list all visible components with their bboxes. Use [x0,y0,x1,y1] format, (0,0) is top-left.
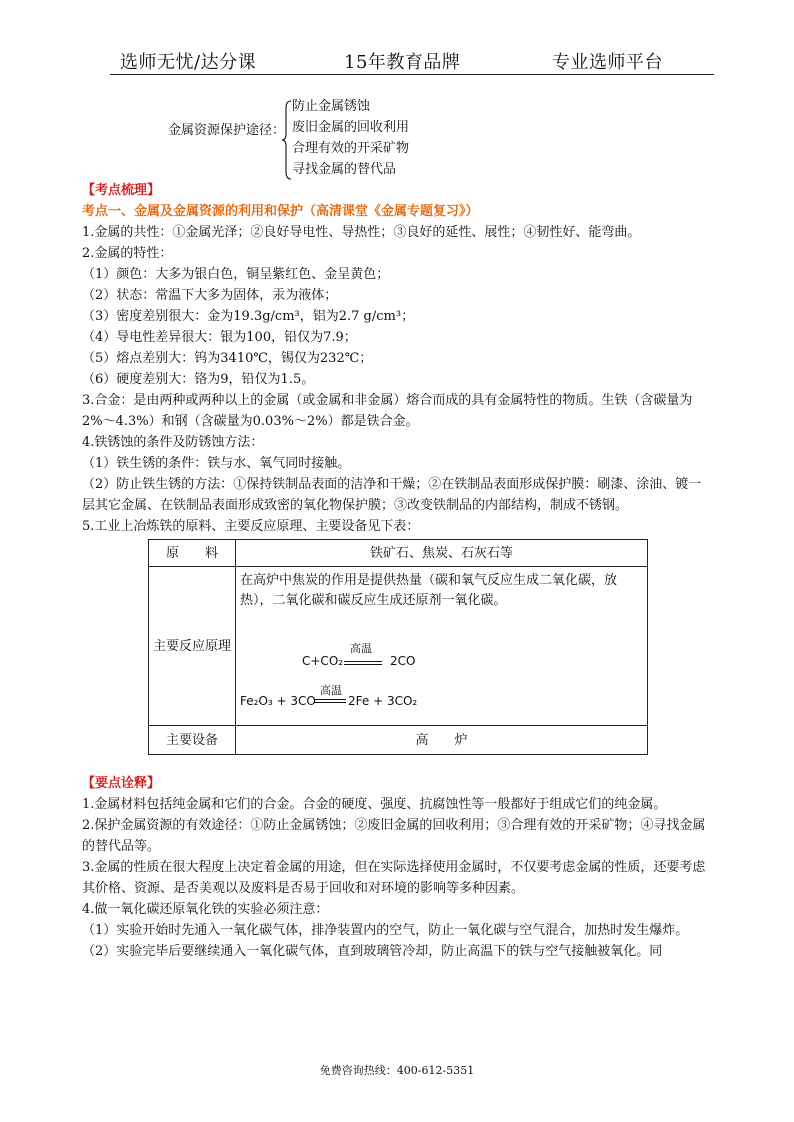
list-item: （2）状态：常温下大多为固体，汞为液体； [82,288,338,303]
topic-title: 考点一、金属及金属资源的利用和保护（高清课堂《金属专题复习》） [82,204,479,219]
note-item: 1.金属材料包括纯金属和它们的合金。合金的硬度、强度、抗腐蚀性等一般都好于组成它们的纯金属。 [82,797,667,812]
note-item: （2）实验完毕后要继续通入一氧化碳气体，直到玻璃管冷却，防止高温下的铁与空气接触被氧化。同 [82,944,663,959]
note-item: 3.金属的性质在很大程度上决定着金属的用途，但在实际选择使用金属时，不仅要考虑金属的性质，还要考虑其价格、资源、是否美观以及废料是否易于回收和对环境的影响等多种因素。 [82,860,706,896]
table-cell-label: 原 料 [149,540,236,567]
list-item: （5）熔点差别大：钨为3410℃，锡仅为232℃； [82,351,373,366]
equation-rhs: 2Fe + 3CO₂ [348,694,418,708]
paragraph: 1.金属的共性：①金属光泽；②良好导电性、导热性；③良好的延性、展性；④韧性好、能弯曲。 [82,225,641,240]
brace-icon [282,100,292,180]
note-item: （1）实验开始时先通入一氧化碳气体，排净装置内的空气，防止一氧化碳与空气混合，加热时发生爆炸。 [82,923,689,938]
list-item: （6）硬度差别大：铬为9，铅仅为1.5。 [82,372,315,387]
header-right: 专业选师平台 [552,52,663,73]
list-item: （4）导电性差异很大：银为100，铅仅为7.9； [82,330,357,345]
list-item: （3）密度差别很大：金为19.3g/cm³，铝为2.7 g/cm³； [82,309,415,324]
page-header [110,48,714,76]
table-row [149,726,648,755]
reaction-text: 在高炉中焦炭的作用是提供热量（碳和氧气反应生成二氧化碳，放热），二氧化碳和碳反应生成还原剂一氧化碳。 [240,573,618,608]
header-center: 15年教育品牌 [344,52,461,73]
equation-rhs: 2CO [390,654,416,668]
protection-item: 防止金属锈蚀 [292,99,371,114]
note-item: 2.保护金属资源的有效途径：①防止金属锈蚀；②废旧金属的回收利用；③合理有效的开采矿物；④寻找金属的替代品等。 [82,818,706,854]
equation-lhs: C+CO₂ [302,654,344,668]
list-item: （1）颜色：大多为银白色，铜呈紫红色、金呈黄色； [82,267,390,282]
notes-heading: 【要点诠释】 [82,776,161,791]
table-cell-label: 主要反应原理 [149,567,236,726]
table-row [149,540,648,567]
table-cell-value: 高 炉 [236,726,648,755]
table-row [149,567,648,726]
paragraph: 2.金属的特性： [82,246,173,261]
paragraph: 3.合金：是由两种或两种以上的金属（或金属和非金属）熔合而成的具有金属特性的物质。生铁（含碳量为2%～4.3%）和钢（含碳量为0.03%～2%）都是铁合金。 [82,393,693,429]
main-content [82,180,712,962]
review-heading: 【考点梳理】 [82,183,161,198]
equation-carbon-dioxide [240,635,643,679]
equation-iron-oxide [240,679,643,719]
protection-item: 废旧金属的回收利用 [292,120,410,135]
protection-item: 寻找金属的替代品 [292,162,397,177]
iron-smelting-table [148,539,648,755]
note-item: 4.做一氧化碳还原氧化铁的实验必须注意： [82,902,329,917]
protection-label: 金属资源保护途径： [168,123,286,138]
equation-lhs: Fe₂O₃ + 3CO [240,694,316,708]
protection-item: 合理有效的开采矿物 [292,141,410,156]
list-item: （2）防止铁生锈的方法：①保持铁制品表面的洁净和干燥；②在铁制品表面形成保护膜：刷漆、涂油、镀一层其它金属、在铁制品表面形成致密的氧化物保护膜；③改变铁制品的内部结构，制成不锈钢。 [82,477,702,513]
reaction-cell [236,567,648,726]
footer-hotline: 免费咨询热线：400-612-5351 [319,1064,475,1077]
paragraph: 4.铁锈蚀的条件及防锈蚀方法： [82,435,264,450]
paragraph: 5.工业上冶炼铁的原料、主要反应原理、主要设备见下表： [82,519,420,534]
header-divider [110,74,714,75]
table-cell-value: 铁矿石、焦炭、石灰石等 [236,540,648,567]
equation-arrow [314,699,346,703]
table-cell-label: 主要设备 [149,726,236,755]
list-item: （1）铁生锈的条件：铁与水、氧气同时接触。 [82,456,351,471]
equation-condition: 高温 [320,684,342,697]
equation-arrow [344,661,382,665]
header-left: 选师无忧/达分课 [120,52,257,73]
equation-condition: 高温 [350,642,372,655]
